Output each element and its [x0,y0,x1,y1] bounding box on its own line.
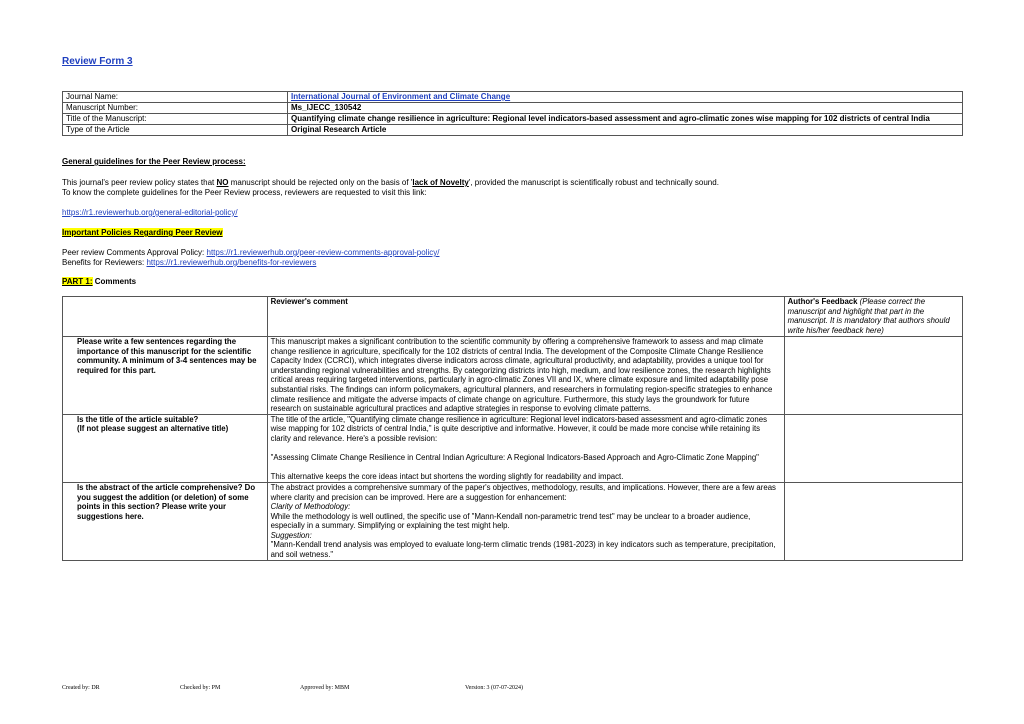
author-feedback-field[interactable] [784,482,962,560]
author-feedback-title: Author's Feedback [787,297,858,306]
question-abstract: Is the abstract of the article comprehensive? Do you suggest the addition (or deletion) of some points in this section? Please write your suggestions here. [63,482,268,560]
comment-title-p1: The title of the article, "Quantifying climate change resilience in agriculture: Regional level indicators-based assessment and agro-climatic zones wise mapping for 102 districts of central India," is quite descriptive and informative. However, it could be made more concise while retaining its clarity and relevance. Here's a possible revision: [270,414,767,443]
journal-name-link[interactable]: International Journal of Environment and Climate Change [288,92,963,103]
info-row-manuscript-number [63,103,963,114]
info-row-journal [63,92,963,103]
benefits-link[interactable]: https://r1.reviewerhub.org/benefits-for-reviewers [146,258,317,267]
comment-title [267,414,784,482]
manuscript-info-table [62,91,963,136]
policy-statement [62,178,972,188]
article-type: Original Research Article [288,125,963,136]
benefits-line [62,258,972,268]
policy-lack-of-novelty: lack of Novelty [412,178,469,187]
important-policies-heading: Important Policies Regarding Peer Review [62,228,223,237]
review-comments-table [62,296,963,561]
guidelines-know-line: To know the complete guidelines for the Peer Review process, reviewers are requested to visit this link: [62,188,427,197]
comment-abstract-p2: While the methodology is well outlined, the specific use of "Mann-Kendall non-parametric trend test" may be unclear to a broader audience, especially in a summary. Simplifying or explaining the test might help. [270,511,751,531]
info-label: Journal Name: [63,92,288,103]
review-header-row [63,297,963,337]
comment-abstract-p1: The abstract provides a comprehensive summary of the paper's objectives, methodology, results, and implications. However, there are a few areas where clarity and precision can be improved. Here are a suggestion for enhancement: [270,482,776,502]
info-row-article-type [63,125,963,136]
comment-abstract-heading-methodology: Clarity of Methodology: [270,502,351,512]
policy-no: NO [216,178,229,187]
policy-mid: manuscript should be rejected only on the basis of ' [228,178,413,187]
policy-suffix: ', provided the manuscript is scientifically robust and technically sound. [468,178,719,187]
footer-checked-by: Checked by: PM [180,685,221,691]
info-row-title [63,114,963,125]
info-label: Manuscript Number: [63,103,288,114]
approval-policy-link[interactable]: https://r1.reviewerhub.org/peer-review-comments-approval-policy/ [206,248,440,257]
review-row-title [63,414,963,482]
author-feedback-field[interactable] [784,414,962,482]
approval-policy-line [62,248,972,258]
benefits-label: Benefits for Reviewers: [62,258,147,267]
info-label: Title of the Manuscript: [63,114,288,125]
comment-abstract-p3: "Mann-Kendall trend analysis was employed to evaluate long-term climatic trends (1981-2023) in key indicators such as temperature, precipitation, and soil wetness." [270,540,776,560]
author-feedback-instructions: (Please correct the manuscript and highlight that part in the manuscript. It is mandatory that authors should write his/her feedback here) [787,297,950,335]
footer-created-by: Created by: DR [62,685,100,691]
author-feedback-header [784,297,962,337]
part1-heading [62,277,972,287]
comment-title-suggestion: "Assessing Climate Change Resilience in Central Indian Agriculture: A Regional Indicators-Based Approach and Agro-Climatic Zone Mapping" [270,453,759,463]
comment-abstract-heading-suggestion: Suggestion: [270,530,312,540]
question-title: Is the title of the article suitable? (If not please suggest an alternative title) [63,414,268,482]
footer-version: Version: 3 (07-07-2024) [465,685,523,691]
policy-prefix: This journal's peer review policy states that [62,178,217,187]
form-title: Review Form 3 [62,56,133,67]
comment-abstract [267,482,784,560]
comment-title-p3: This alternative keeps the core ideas intact but shortens the wording slightly for readability and impact. [270,472,624,482]
approval-policy-label: Peer review Comments Approval Policy: [62,248,207,257]
review-row-abstract [63,482,963,560]
review-header-question [63,297,268,337]
manuscript-number: Ms_IJECC_130542 [288,103,963,114]
footer-approved-by: Approved by: MBM [300,685,350,691]
question-importance: Please write a few sentences regarding the importance of this manuscript for the scientific community. A minimum of 3-4 sentences may be required for this part. [63,337,268,415]
part1-label: PART 1: [62,277,93,286]
info-label: Type of the Article [63,125,288,136]
manuscript-title: Quantifying climate change resilience in agriculture: Regional level indicators-based assessment and agro-climatic zones wise mapping for 102 districts of central India [288,114,963,125]
reviewer-comment-header: Reviewer's comment [267,297,784,337]
part1-title: Comments [92,277,137,286]
review-row-importance [63,337,963,415]
guidelines-heading: General guidelines for the Peer Review process: [62,157,246,166]
comment-importance: This manuscript makes a significant contribution to the scientific community by offering a comprehensive framework to assess and map climate change resilience in agriculture, specifically for the 102 districts of central India. The development of the Composite Climate Change Resilience Capacity Index (CCRCI), which integrates diverse indicators across climate, agricultural productivity, and adaptability, provides a unique tool for understanding regional vulnerabilities and strengths. By categorizing districts into high, medium, and low resilience zones, the research highlights critical areas requiring targeted interventions, particularly in agro-climatic Zones VII and IX, where climate exposure and limited adaptability pose substantial risks. The findings can inform policymakers, agricultural planners, and researchers in formulating region-specific strategies to enhance climate resilience and mitigate the adverse impacts of climate change on agriculture. Furthermore, this study lays the groundwork for future research on sustainable agricultural practices and adaptive strategies in response to evolving climate patterns. [267,337,784,415]
editorial-policy-link[interactable]: https://r1.reviewerhub.org/general-editorial-policy/ [62,208,238,217]
author-feedback-field[interactable] [784,337,962,415]
